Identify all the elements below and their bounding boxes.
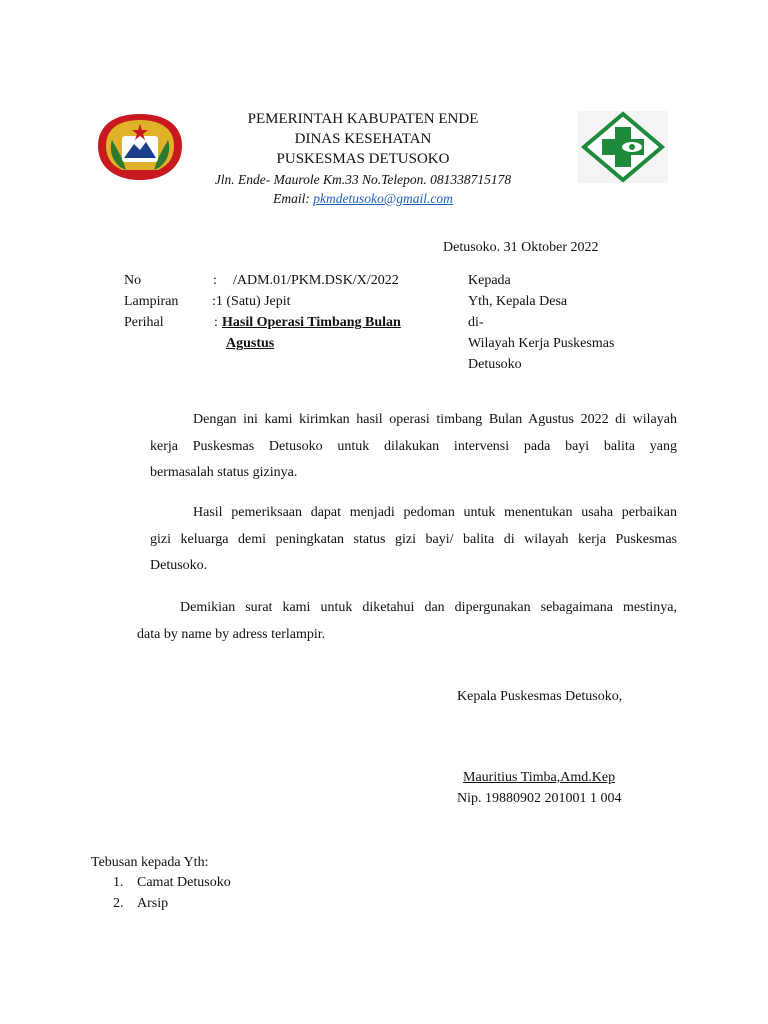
- header-institution: PUSKESMAS DETUSOKO: [276, 151, 450, 167]
- letter-date: Detusoko. 31 Oktober 2022: [443, 240, 599, 255]
- cc-item-1-text: Camat Detusoko: [137, 875, 231, 890]
- recipient-line5: Detusoko: [468, 357, 522, 372]
- lampiran-value: :1 (Satu) Jepit: [212, 294, 291, 309]
- no-label: No: [124, 273, 142, 288]
- cc-item-2-number: 2.: [113, 896, 124, 911]
- paragraph-3-line-1: Demikian surat kami untuk diketahui dan dipergunakan sebagaimana mestinya,: [180, 600, 677, 615]
- cc-item-2-text: Arsip: [137, 896, 169, 911]
- signature-name: Mauritius Timba,Amd.Kep: [463, 770, 616, 785]
- paragraph-3-line-2: data by name by adress terlampir.: [137, 626, 326, 642]
- no-separator: :: [213, 273, 217, 288]
- perihal-value-line2: Agustus: [226, 336, 275, 351]
- cc-item-1-number: 1.: [113, 875, 124, 890]
- paragraph-2-line-1: Hasil pemeriksaan dapat menjadi pedoman untuk menentukan usaha perbaikan: [193, 505, 677, 520]
- header-address: Jln. Ende- Maurole Km.33 No.Telepon. 081338715178: [214, 172, 512, 187]
- paragraph-1-line-2: kerja Puskesmas Detusoko untuk dilakukan intervensi pada bayi balita yang: [150, 438, 677, 454]
- lampiran-label: Lampiran: [124, 294, 179, 309]
- header-email-line: [183, 191, 543, 207]
- signature-nip: Nip. 19880902 201001 1 004: [457, 791, 622, 806]
- paragraph-1-line-3: bermasalah status gizinya.: [150, 465, 298, 480]
- no-value: /ADM.01/PKM.DSK/X/2022: [233, 273, 399, 288]
- body-paragraph-1: [150, 407, 677, 487]
- header-department: DINAS KESEHATAN: [294, 131, 432, 147]
- perihal-separator: :: [214, 315, 218, 330]
- header-government: PEMERINTAH KABUPATEN ENDE: [247, 111, 479, 127]
- paragraph-1-line-1: Dengan ini kami kirimkan hasil operasi timbang Bulan Agustus 2022 di wilayah: [193, 412, 677, 427]
- recipient-line4: Wilayah Kerja Puskesmas: [468, 336, 615, 351]
- recipient-line3: di-: [468, 315, 484, 330]
- paragraph-2-line-3: Detusoko.: [150, 558, 208, 573]
- recipient-line1: Kepada: [468, 273, 511, 288]
- perihal-label: Perihal: [124, 315, 164, 330]
- puskesmas-logo: [578, 111, 668, 183]
- perihal-value-line1: Hasil Operasi Timbang Bulan: [222, 315, 401, 330]
- recipient-line2: Yth, Kepala Desa: [468, 294, 568, 309]
- cc-heading: Tebusan kepada Yth:: [91, 855, 209, 870]
- body-paragraph-2: [150, 500, 677, 580]
- signature-title: Kepala Puskesmas Detusoko,: [457, 689, 623, 704]
- email-link[interactable]: pkmdetusoko@gmail.com: [313, 191, 453, 206]
- email-label: Email:: [273, 191, 314, 206]
- body-paragraph-3: [137, 595, 677, 648]
- paragraph-2-line-2: gizi keluarga demi peningkatan status gizi bayi/ balita di wilayah kerja Puskesmas: [150, 531, 677, 547]
- regency-emblem-logo: [94, 110, 186, 182]
